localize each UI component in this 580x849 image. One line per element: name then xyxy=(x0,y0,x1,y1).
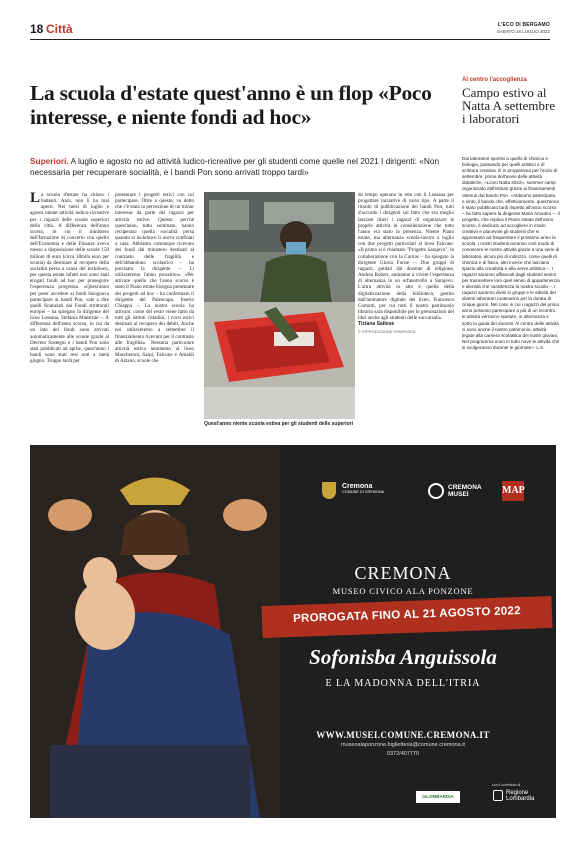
drop-cap: L xyxy=(30,190,41,206)
regione-lombardia-logo: Regione Lombardia xyxy=(506,790,535,802)
page-number: 18 xyxy=(30,22,44,36)
ad-website: WWW.MUSEI.COMUNE.CREMONA.IT xyxy=(316,730,490,740)
ad-city: CREMONA xyxy=(354,563,452,583)
sidebar-body: Dai laboratori sportivi a quello di chimica e biologia, passando per quelli artistici e di scrittura creativa. È in programma per l'inizio di settembre, prima dell'avvio delle attività didattiche, «Liceo Natta 2022», summer camp organizzato dall'istituto grazie ai finanziamenti ottenuti dal bando Pon. «Abbiamo partecipato, e vinto, il bando che, effettivamente, quest'anno è stato pubblicato tardi rispetto all'anno scorso – ha fatto sapere la dirigente Maria Amodeo –. Il progetto, che replica il Piano estate dell'anno scorso, è dedicato ad accogliere in modo creativo e piacevole gli studenti che si apprestano ad frequentare il prossimo anno la scuola. I nostri studenti avranno così modo di conoscere le nostre attività grazie a una serie di laboratori, alcuni più di indirizzo, come quelli di chimica e di fisica, altri invece che lasciano spazio alla creatività e alla verve artistica –. I ragazzi saranno affiancati dagli studenti senior per trasmettere loro quel senso di appartenenza e identità che caratterizza la nostra scuola –. I ragazzi saranno divisi in gruppi e le attività dei diversi laboratori ruoteranno per la durata di cinque giorni. Nel caso in cui i ragazzi del primo anno possono partecipare a più di un incontro, le attività verranno ripetute, in alternanza e sotto la guida dei docenti. Al centro delle attività ci sono anche il nostro patrimonio, attività legate alla carriera scolastica dei nostri giovani. Nel programma sono in tutto nove le attività che si svolgeranno durante le giornate». L.S. xyxy=(462,156,560,350)
article-lead xyxy=(30,156,454,177)
photo-illustration xyxy=(204,192,355,419)
musei-logo-icon xyxy=(428,483,444,499)
author-signature: Tiziana Sallese xyxy=(358,321,395,328)
article-photo xyxy=(204,192,355,419)
sidebar-title: Campo estivo al Natta A settembre i laboratori xyxy=(462,85,556,126)
cremona-crest-icon xyxy=(322,482,336,499)
column-3-text: da tempo operano in rete con il Lussana per progettare iniziative di vario tipo. A parte il ritardo di pubblicazione dei bandi Pon, tutti d'accordo i dirigenti sul fatto che era meglio lasciare liberi i ragazzi di organizzare le proprie attività in considerazione che tutto l'anno era stato in presenza. Niente Piano estate, ma alternanza scuola-lavoro a luglio con due progetti particolari al liceo Falcone: «Il primo si è chiamato "Progetto Sarajevo", in collaborazione con la Caritas – ha spiegato la dirigente Gloria Farisè –. Due gruppi di ragazzi, guidati dal docente di religione, Andrea Robert, andranno a vivere l'esperienza di alternanza in un orfanotrofio a Sarajevo. L'altra attività in atto è quella della digitalizzazione della biblioteca, gestito dall'animatore digitale del liceo, Francesco Comotti, per cui tutti il nostro patrimonio librario sarà disponibile per le prenotazioni dei libri anche agli studenti delle succursali». xyxy=(358,192,454,322)
column-1-text: a scuola d'estate ha chiuso i battenti. Anzi, non li ha mai aperti. Nei mesi di luglio e agosto niente attività ludico-ricreative per i ragazzi delle scuole superiori della città. A differenza dell'anno scorso, in cui il ministero dell'Istruzione di concerto con quello dell'Economia e delle Finanze aveva messo a disposizione delle scuole 150 milioni di euro (circa 18mila euro per scuola) da destinare al recupero della socialità persa a causa del lockdown, per questa estate infatti non sono stati erogati fondi ad hoc per proseguire l'esperienza progressa. «Quest'anno per poter accedere ai fondi bisognava partecipare ai bandi Pon, vale a dire quelli finanziati dai Fondi strutturali europei – ha spiegato la dirigente del liceo Lussana, Stefania Maestrini –. A differenza dell'anno scorso, in cui da un lato dei fondi sono arrivati automaticamente alle scuole grazie al Decreto Sostegni e i bandi Pon sono stati pubblicati ad aprile, quest'anno i bandi sono stati resi noti a metà giugno. Troppo tardi per xyxy=(30,192,109,365)
rights-notice: © RIPRODUZIONE RISERVATA xyxy=(358,329,416,335)
sidebar-kicker: Al centro l'accoglienza xyxy=(462,77,527,83)
map-logo: MAP xyxy=(502,481,524,501)
ad-subtitle: E LA MADONNA DELL'ITRIA xyxy=(325,678,481,689)
newspaper-date: SABATO 16 LUGLIO 2022 xyxy=(496,29,550,34)
article-column-2 xyxy=(115,192,194,364)
sponsor-note: con il contributo di xyxy=(492,783,521,787)
advertisement xyxy=(30,445,556,818)
ad-phone: 0372/407770 xyxy=(386,751,420,757)
section-name: Città xyxy=(46,22,73,36)
newspaper-name: L'ECO DI BERGAMO xyxy=(497,22,550,28)
ad-email: museoalaponzone.biglietteria@comune.cremona.it xyxy=(341,742,465,748)
ad-museum: MUSEO CIVICO ALA PONZONE xyxy=(332,586,474,596)
lead-kicker: Superiori. xyxy=(30,156,69,166)
lead-text: A luglio e agosto no ad attività ludico-ricreative per gli studenti come quelle nel 2021 I dirigenti: «Non necessaria per recuperare socialità, e i bandi Pon sono arrivati troppo tardi» xyxy=(30,156,440,177)
cremona-logo: Cremona COMUNE DI CREMONA xyxy=(342,483,385,494)
photo-caption: Quest'anno niente scuola estiva per gli studenti delle superiori xyxy=(204,421,354,427)
page-header xyxy=(30,22,550,40)
article-column-3 xyxy=(358,192,454,336)
ad-banner-text: PROROGATA FINO AL 21 AGOSTO 2022 xyxy=(292,605,522,625)
inlombardia-logo: inLOMBARDIA xyxy=(416,791,460,803)
article-column-1 xyxy=(30,192,109,364)
article-headline: La scuola d'estate quest'anno è un flop «Poco interesse, e niente fondi ad hoc» xyxy=(30,81,432,129)
column-2-text: presentare i progetti estivi con cui partecipare. Oltre a questo, va detto che c'è stata la percezione di un minor interesse da parte dei ragazzi per attività estive. Questo perché quest'anno, tutto sommato, hanno recuperato quella socialità persa quando si lockdown li aveva confinati a casa. Abbiamo comunque ricevuto dei fondi dal ministero destinati al contrasto delle fragilità e dell'abbandono scolastico – ha precisato la dirigente –. Li utilizzeremo l'anno prossimo». «Per attivare quello che l'anno scorso è stato il Piano estate bisogna presentare dei progetti ad hoc – ha confermato il dirigente del Paleocapa, Imerio Chiappa –. La nostra scuola ha attivato, come del resto viene fatto da tutti gli istituti cittadini, i corsi estivi destinati al recupero dei debiti. Anche noi utilizzeremo a settembre il finanziamento ricevuto per il contrasto alle fragilità». Nessuna particolare attività estiva nemmeno al liceo Mascheroni, Sarpi, Falcone e Amaldi di Alzano, scuole che xyxy=(115,192,194,365)
musei-logo: CREMONA MUSEI xyxy=(448,484,482,498)
regione-lombardia-icon xyxy=(493,790,503,801)
ad-artist-name: Sofonisba Anguissola xyxy=(309,645,497,669)
